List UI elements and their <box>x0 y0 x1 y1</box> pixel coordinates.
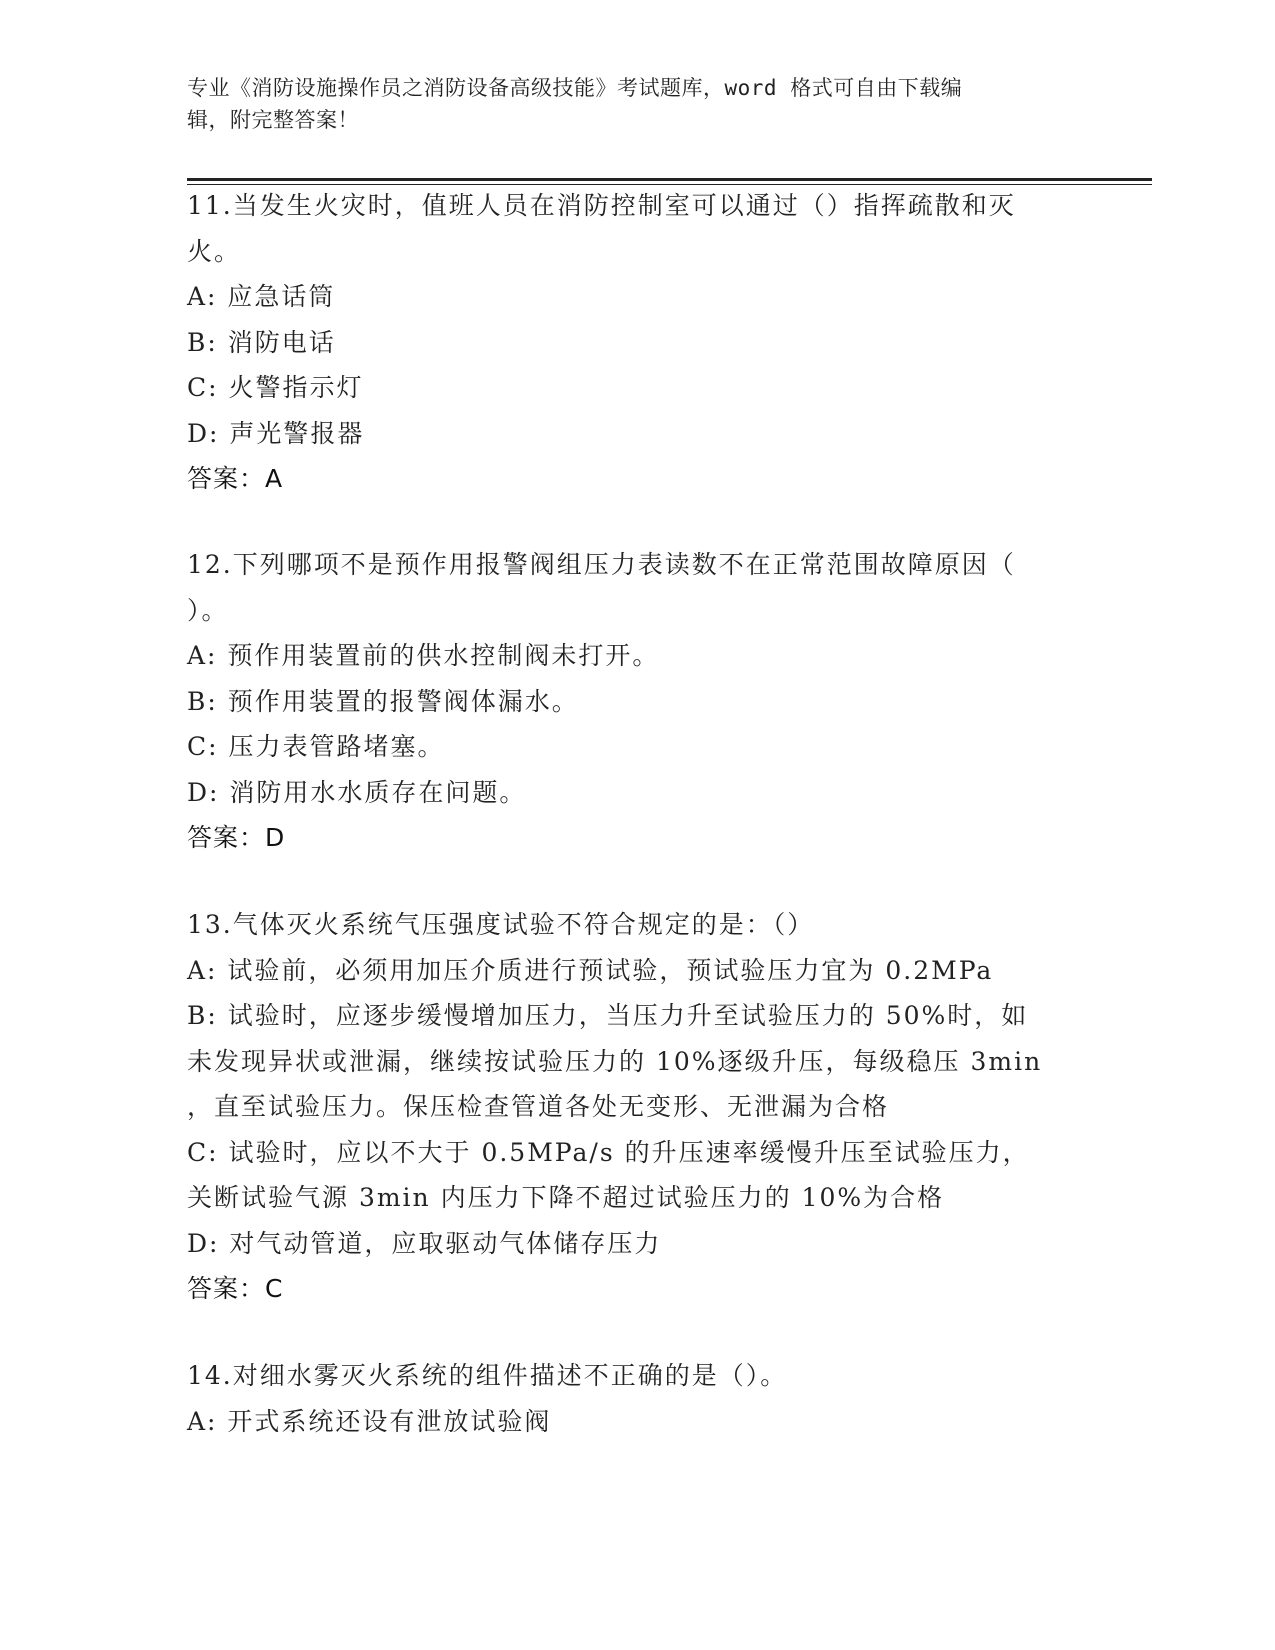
option-b: B: 消防电话 <box>187 327 336 357</box>
answer: 答案：D <box>187 823 286 852</box>
header-line: 专业《消防设施操作员之消防设备高级技能》考试题库，word 格式可自由下载编 <box>187 76 963 100</box>
option-c: C: 压力表管路堵塞。 <box>187 732 445 761</box>
question-stem: 12.下列哪项不是预作用报警阀组压力表读数不在正常范围故障原因（ <box>187 550 1016 579</box>
question-stem: 13.气体灭火系统气压强度试验不符合规定的是：（） <box>187 910 815 939</box>
option-b: B: 预作用装置的报警阀体漏水。 <box>187 686 579 716</box>
header-line: 辑，附完整答案！ <box>187 108 359 132</box>
option-b-continued: ，直至试验压力。保压检查管道各处无变形、无泄漏为合格 <box>187 1092 890 1121</box>
option-a: A: 预作用装置前的供水控制阀未打开。 <box>187 641 660 670</box>
option-a: A: 应急话筒 <box>187 282 336 311</box>
question-stem: 14.对细水雾灭火系统的组件描述不正确的是（）。 <box>187 1361 788 1390</box>
question-stem: 11.当发生火灾时，值班人员在消防控制室可以通过（）指挥疏散和灭 <box>187 191 1016 220</box>
option-a: A: 开式系统还设有泄放试验阀 <box>187 1406 552 1436</box>
option-c-continued: 关断试验气源 3min 内压力下降不超过试验压力的 10%为合格 <box>187 1183 945 1212</box>
document-header <box>187 72 1067 136</box>
question-stem: 火。 <box>187 236 242 266</box>
answer: 答案：A <box>187 464 284 493</box>
option-d: D: 对气动管道，应取驱动气体储存压力 <box>187 1228 662 1258</box>
header-divider-thick <box>187 178 1152 181</box>
option-b: B: 试验时，应逐步缓慢增加压力，当压力升至试验压力的 50%时，如 <box>187 1001 1029 1030</box>
option-d: D: 消防用水水质存在问题。 <box>187 777 527 807</box>
question-13 <box>187 902 1067 1312</box>
option-a: A: 试验前，必须用加压介质进行预试验，预试验压力宜为 0.2MPa <box>187 955 994 985</box>
question-stem: ）。 <box>187 595 229 625</box>
question-11 <box>187 183 1067 502</box>
answer: 答案：C <box>187 1274 284 1303</box>
option-d: D: 声光警报器 <box>187 418 365 448</box>
option-b-continued: 未发现异状或泄漏，继续按试验压力的 10%逐级升压，每级稳压 3min <box>187 1046 1043 1076</box>
question-14 <box>187 1353 1067 1444</box>
question-12 <box>187 542 1067 861</box>
option-c: C: 试验时，应以不大于 0.5MPa/s 的升压速率缓慢升压至试验压力， <box>187 1137 1030 1167</box>
option-c: C: 火警指示灯 <box>187 373 364 402</box>
